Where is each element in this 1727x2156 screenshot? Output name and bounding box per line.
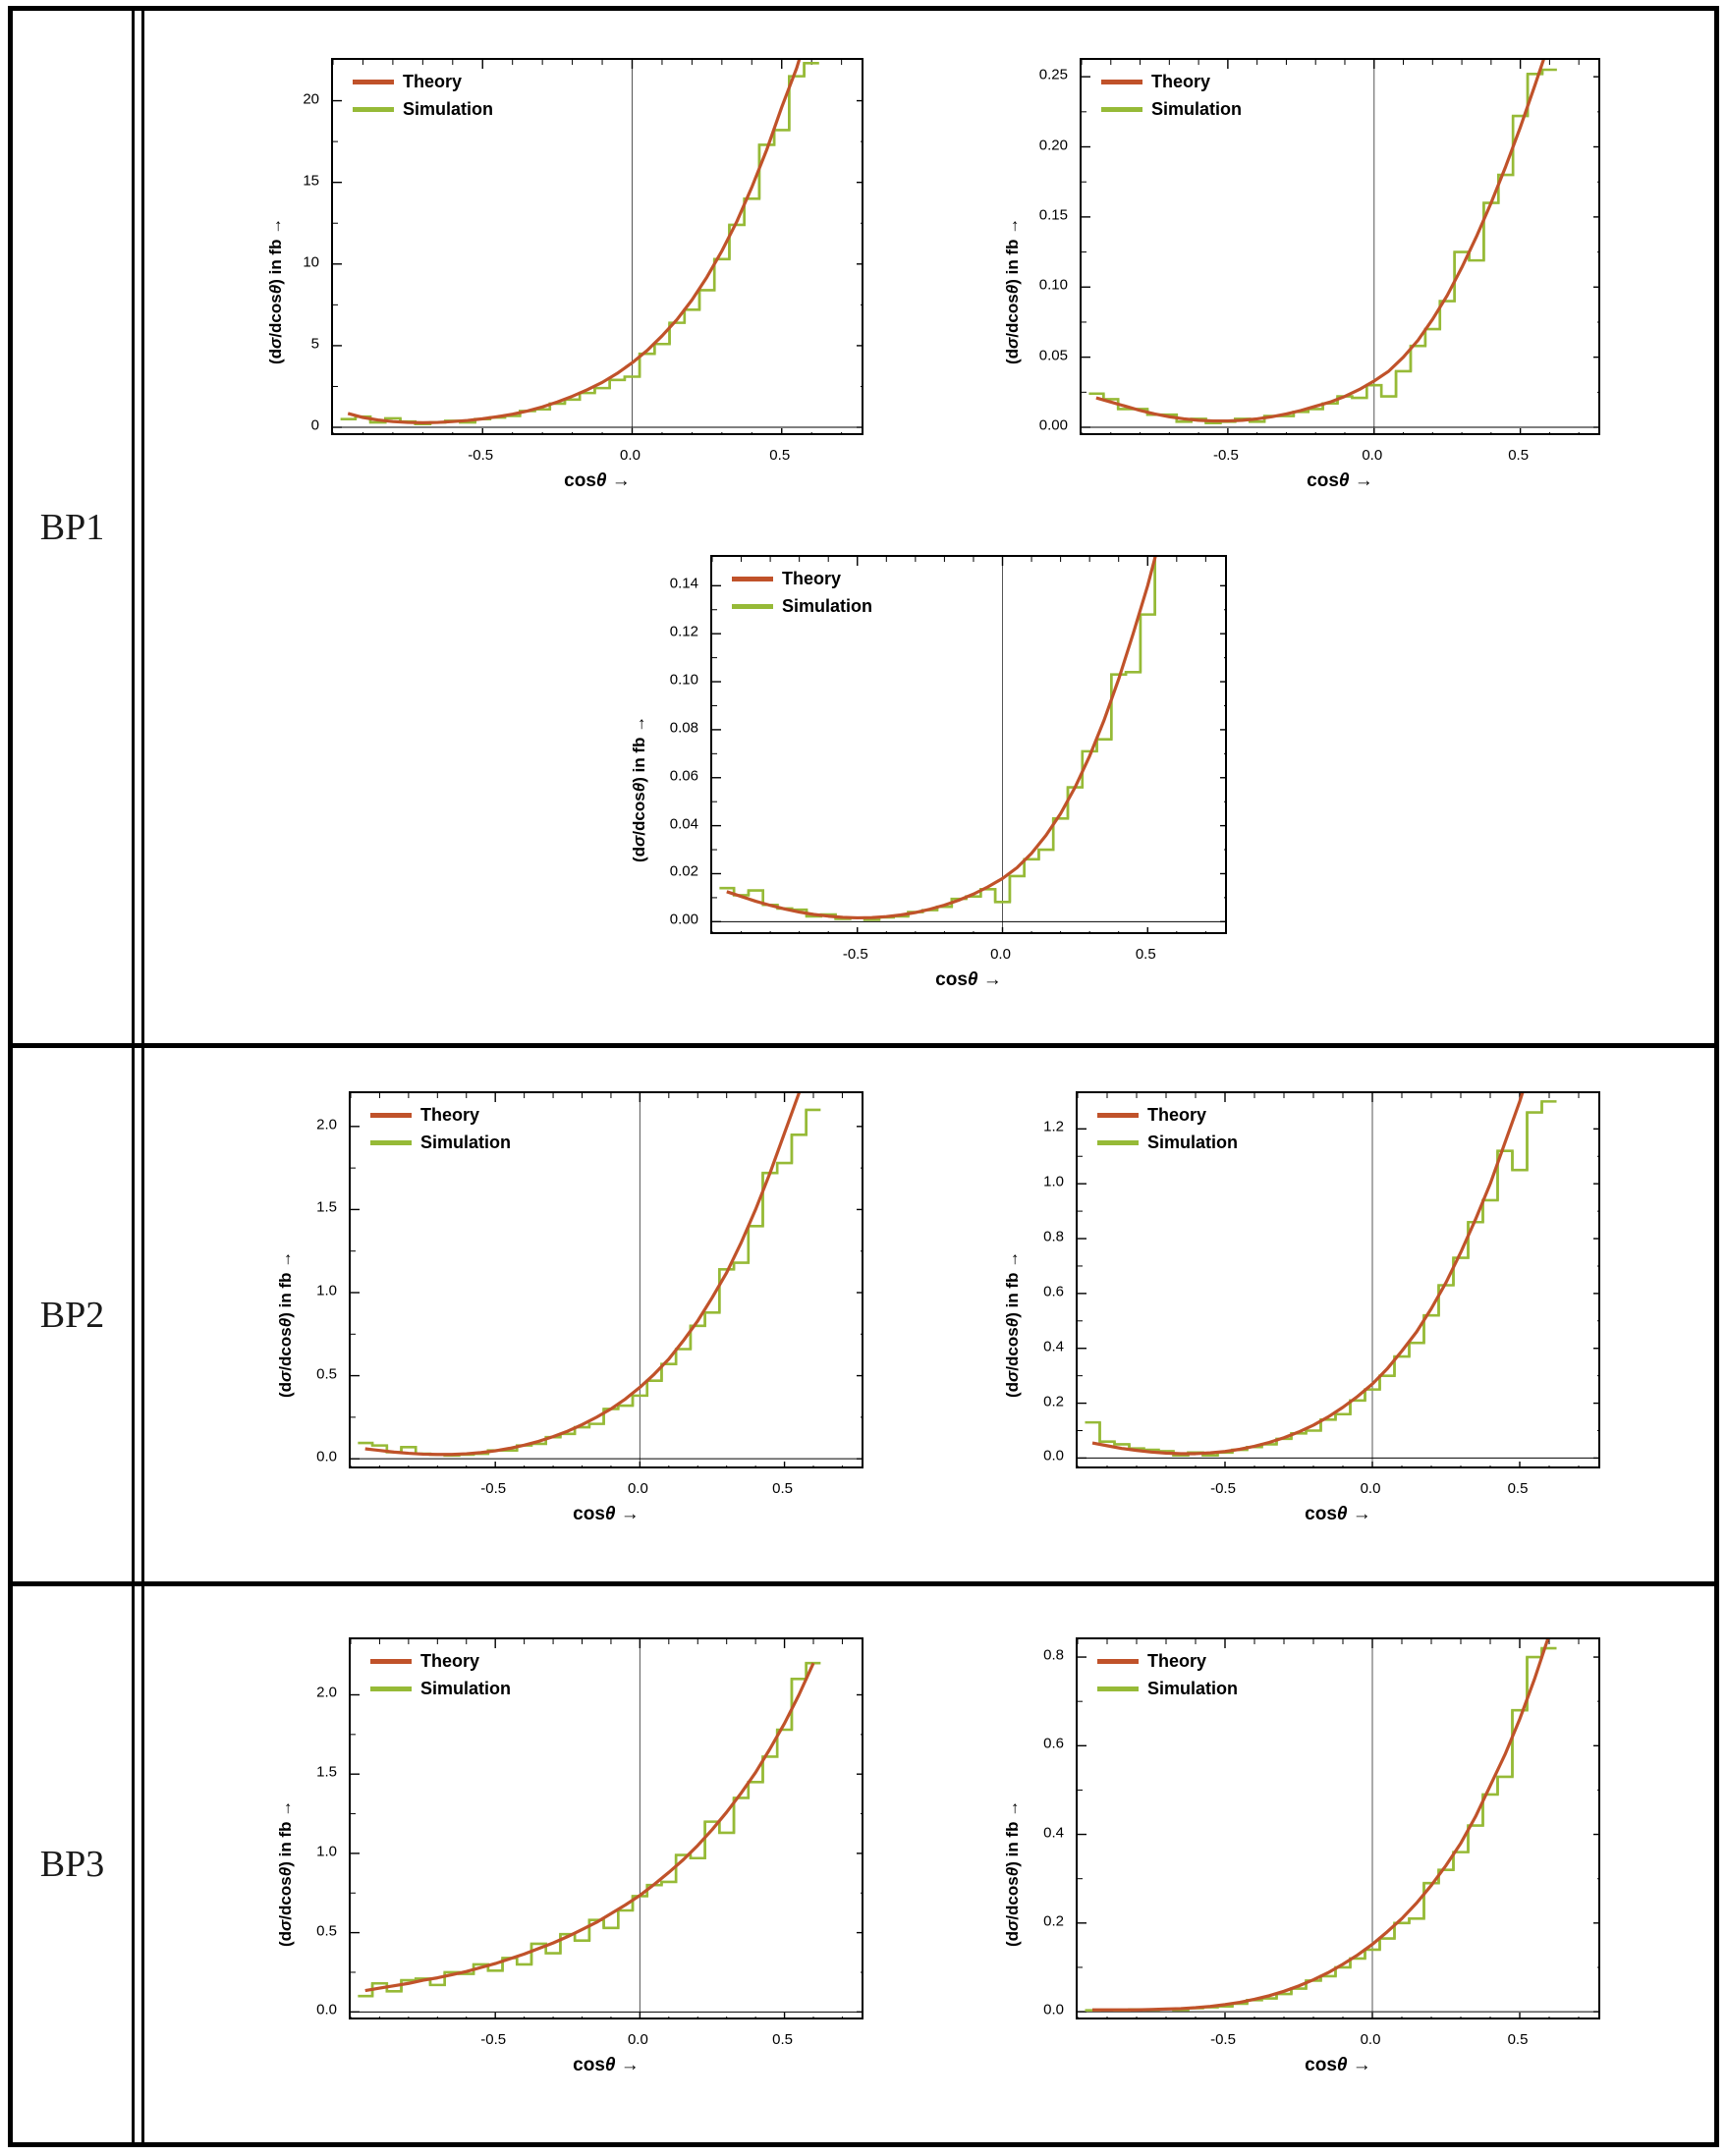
legend-swatch-simulation <box>1097 1140 1139 1145</box>
row-label-bp1 <box>13 11 135 1043</box>
bp2-plots <box>144 1048 1714 1581</box>
y-tick-label: 0.2 <box>1043 1912 1064 1930</box>
y-tick-label: 1.0 <box>1043 1173 1064 1190</box>
legend-label-theory: Theory <box>420 1651 480 1671</box>
legend-item-theory <box>353 72 493 92</box>
y-tick-label: 0.00 <box>1038 416 1068 434</box>
y-tick-label: 0.04 <box>669 815 698 833</box>
y-axis-title: (dσ/dcosθ) in fb → <box>630 715 648 862</box>
x-tick-label: -0.5 <box>468 447 494 464</box>
y-tick-label: 0.25 <box>1038 66 1068 83</box>
legend-label-simulation: Simulation <box>403 99 494 119</box>
x-tick-label: 0.0 <box>627 2031 648 2048</box>
legend-label-simulation: Simulation <box>1147 1679 1239 1698</box>
legend-swatch-theory <box>370 1659 412 1664</box>
bp3-plots <box>144 1586 1714 2142</box>
plot-legend <box>370 1105 511 1153</box>
y-tick-label: 0.02 <box>669 862 698 880</box>
simulation-histogram <box>1088 70 1556 423</box>
y-tick-label: 0.5 <box>316 1922 337 1940</box>
legend-item-simulation <box>370 1679 511 1699</box>
y-axis-title: (dσ/dcosθ) in fb → <box>1003 1250 1022 1398</box>
x-axis-title: cosθ → <box>573 1504 640 1524</box>
simulation-histogram <box>358 1110 820 1456</box>
legend-swatch-theory <box>370 1113 412 1118</box>
legend-label-theory: Theory <box>420 1105 480 1125</box>
x-tick-label: -0.5 <box>480 1480 507 1497</box>
y-axis-title: (dσ/dcosθ) in fb → <box>276 1799 295 1947</box>
legend-swatch-simulation <box>353 107 394 112</box>
y-tick-label: 1.5 <box>316 1763 337 1781</box>
y-tick-label: 1.2 <box>1043 1118 1064 1135</box>
legend-label-simulation: Simulation <box>1151 99 1243 119</box>
plot-bp3-b <box>989 1624 1618 2080</box>
legend-label-simulation: Simulation <box>782 596 873 616</box>
y-tick-label: 0.8 <box>1043 1646 1064 1664</box>
x-tick-label: -0.5 <box>1210 1480 1236 1497</box>
y-tick-label: 0.12 <box>669 623 698 640</box>
x-tick-label: 0.5 <box>1508 447 1530 464</box>
legend-swatch-theory <box>732 577 773 581</box>
x-axis-title: cosθ → <box>573 2055 640 2075</box>
legend-item-simulation <box>1097 1133 1238 1153</box>
bp-label: BP2 <box>39 1294 105 1336</box>
legend-swatch-simulation <box>1097 1686 1139 1691</box>
x-tick-label: 0.0 <box>627 1480 648 1497</box>
x-tick-label: 0.5 <box>769 447 791 464</box>
legend-item-theory <box>1097 1105 1238 1126</box>
plot-legend <box>370 1651 511 1699</box>
legend-swatch-theory <box>1097 1659 1139 1664</box>
plot-legend <box>1097 1105 1238 1153</box>
legend-swatch-theory <box>1101 80 1142 84</box>
y-axis-title: (dσ/dcosθ) in fb → <box>1003 1799 1022 1947</box>
y-tick-label: 2.0 <box>316 1116 337 1133</box>
x-tick-label: 0.5 <box>1135 946 1156 963</box>
legend-label-theory: Theory <box>1147 1651 1207 1671</box>
legend-label-theory: Theory <box>1147 1105 1207 1125</box>
legend-item-simulation <box>353 99 493 120</box>
legend-swatch-simulation <box>370 1686 412 1691</box>
legend-swatch-simulation <box>732 604 773 609</box>
y-tick-label: 0.14 <box>669 575 698 592</box>
y-tick-label: 0.0 <box>1043 2001 1064 2018</box>
plot-bp1-a <box>252 44 881 496</box>
y-tick-label: 0.00 <box>669 911 698 928</box>
x-axis-title: cosθ → <box>1305 2055 1371 2075</box>
y-tick-label: 0.4 <box>1043 1824 1064 1842</box>
x-tick-label: 0.5 <box>772 2031 793 2048</box>
row-divider <box>135 11 144 1043</box>
y-axis-title: (dσ/dcosθ) in fb → <box>1003 217 1022 364</box>
y-tick-label: 0.8 <box>1043 1228 1064 1245</box>
bp-label: BP1 <box>39 506 105 548</box>
plot-bp2-b <box>989 1078 1618 1529</box>
x-tick-label: -0.5 <box>842 946 868 963</box>
legend-label-theory: Theory <box>782 569 842 588</box>
legend-label-theory: Theory <box>1151 72 1211 91</box>
y-axis-title: (dσ/dcosθ) in fb → <box>266 217 285 364</box>
legend-label-simulation: Simulation <box>420 1133 512 1152</box>
y-tick-label: 0.6 <box>1043 1735 1064 1752</box>
y-tick-label: 1.0 <box>316 1843 337 1860</box>
x-tick-label: 0.0 <box>1360 1480 1381 1497</box>
y-tick-label: 0.4 <box>1043 1338 1064 1355</box>
y-tick-label: 5 <box>310 335 319 353</box>
y-tick-label: 10 <box>303 253 319 271</box>
legend-label-theory: Theory <box>403 72 463 91</box>
x-tick-label: -0.5 <box>1212 447 1239 464</box>
plot-legend <box>353 72 493 120</box>
table-row <box>13 11 1714 1048</box>
plot-legend <box>1101 72 1242 120</box>
row-divider <box>135 1586 144 2142</box>
y-tick-label: 0.05 <box>1038 347 1068 364</box>
y-tick-label: 1.0 <box>316 1282 337 1299</box>
x-tick-label: -0.5 <box>480 2031 507 2048</box>
row-label-bp3 <box>13 1586 135 2142</box>
y-tick-label: 1.5 <box>316 1198 337 1216</box>
x-axis-title: cosθ → <box>564 470 631 491</box>
y-tick-label: 0.0 <box>316 1448 337 1465</box>
y-tick-label: 20 <box>303 90 319 108</box>
x-tick-label: 0.5 <box>772 1480 793 1497</box>
y-tick-label: 0.08 <box>669 719 698 737</box>
y-tick-label: 0.15 <box>1038 206 1068 224</box>
legend-item-theory <box>1101 72 1242 92</box>
row-divider <box>135 1048 144 1581</box>
legend-item-theory <box>370 1651 511 1672</box>
legend-swatch-theory <box>1097 1113 1139 1118</box>
x-tick-label: 0.5 <box>1507 1480 1529 1497</box>
legend-swatch-theory <box>353 80 394 84</box>
plot-bp3-a <box>262 1624 881 2080</box>
legend-label-simulation: Simulation <box>1147 1133 1239 1152</box>
y-tick-label: 0.2 <box>1043 1393 1064 1410</box>
y-tick-label: 0.06 <box>669 767 698 785</box>
x-axis-title: cosθ → <box>1307 470 1373 491</box>
y-tick-label: 15 <box>303 172 319 190</box>
legend-item-simulation <box>732 596 872 617</box>
y-tick-label: 0.0 <box>316 2001 337 2018</box>
y-tick-label: 2.0 <box>316 1684 337 1701</box>
y-tick-label: 0.5 <box>316 1365 337 1383</box>
x-axis-title: cosθ → <box>1305 1504 1371 1524</box>
benchmark-plot-table <box>8 6 1719 2147</box>
x-tick-label: 0.0 <box>1362 447 1383 464</box>
legend-item-simulation <box>1097 1679 1238 1699</box>
legend-item-theory <box>370 1105 511 1126</box>
plot-bp2-a <box>262 1078 881 1529</box>
y-tick-label: 0 <box>310 416 319 434</box>
y-tick-label: 0.20 <box>1038 137 1068 153</box>
legend-item-simulation <box>1101 99 1242 120</box>
x-tick-label: 0.0 <box>1360 2031 1381 2048</box>
y-tick-label: 0.10 <box>669 671 698 689</box>
y-axis-title: (dσ/dcosθ) in fb → <box>276 1250 295 1398</box>
bp1-plots <box>144 11 1714 1043</box>
plot-legend <box>732 569 872 617</box>
x-tick-label: -0.5 <box>1210 2031 1236 2048</box>
simulation-histogram <box>358 1663 820 1996</box>
x-tick-label: 0.0 <box>620 447 641 464</box>
row-label-bp2 <box>13 1048 135 1581</box>
legend-item-theory <box>732 569 872 589</box>
y-tick-label: 0.6 <box>1043 1283 1064 1300</box>
y-tick-label: 0.10 <box>1038 276 1068 294</box>
plot-bp1-c <box>616 541 1245 1003</box>
legend-item-simulation <box>370 1133 511 1153</box>
legend-label-simulation: Simulation <box>420 1679 512 1698</box>
bp-label: BP3 <box>39 1844 105 1885</box>
x-tick-label: 0.0 <box>990 946 1011 963</box>
x-axis-title: cosθ → <box>935 969 1002 990</box>
legend-swatch-simulation <box>1101 107 1142 112</box>
table-row <box>13 1048 1714 1586</box>
y-tick-label: 0.0 <box>1043 1447 1064 1465</box>
simulation-histogram <box>1086 1101 1557 1455</box>
simulation-histogram <box>1086 1648 1557 2011</box>
table-row <box>13 1586 1714 2142</box>
plot-bp1-b <box>989 44 1618 496</box>
legend-item-theory <box>1097 1651 1238 1672</box>
x-tick-label: 0.5 <box>1507 2031 1529 2048</box>
legend-swatch-simulation <box>370 1140 412 1145</box>
plot-legend <box>1097 1651 1238 1699</box>
